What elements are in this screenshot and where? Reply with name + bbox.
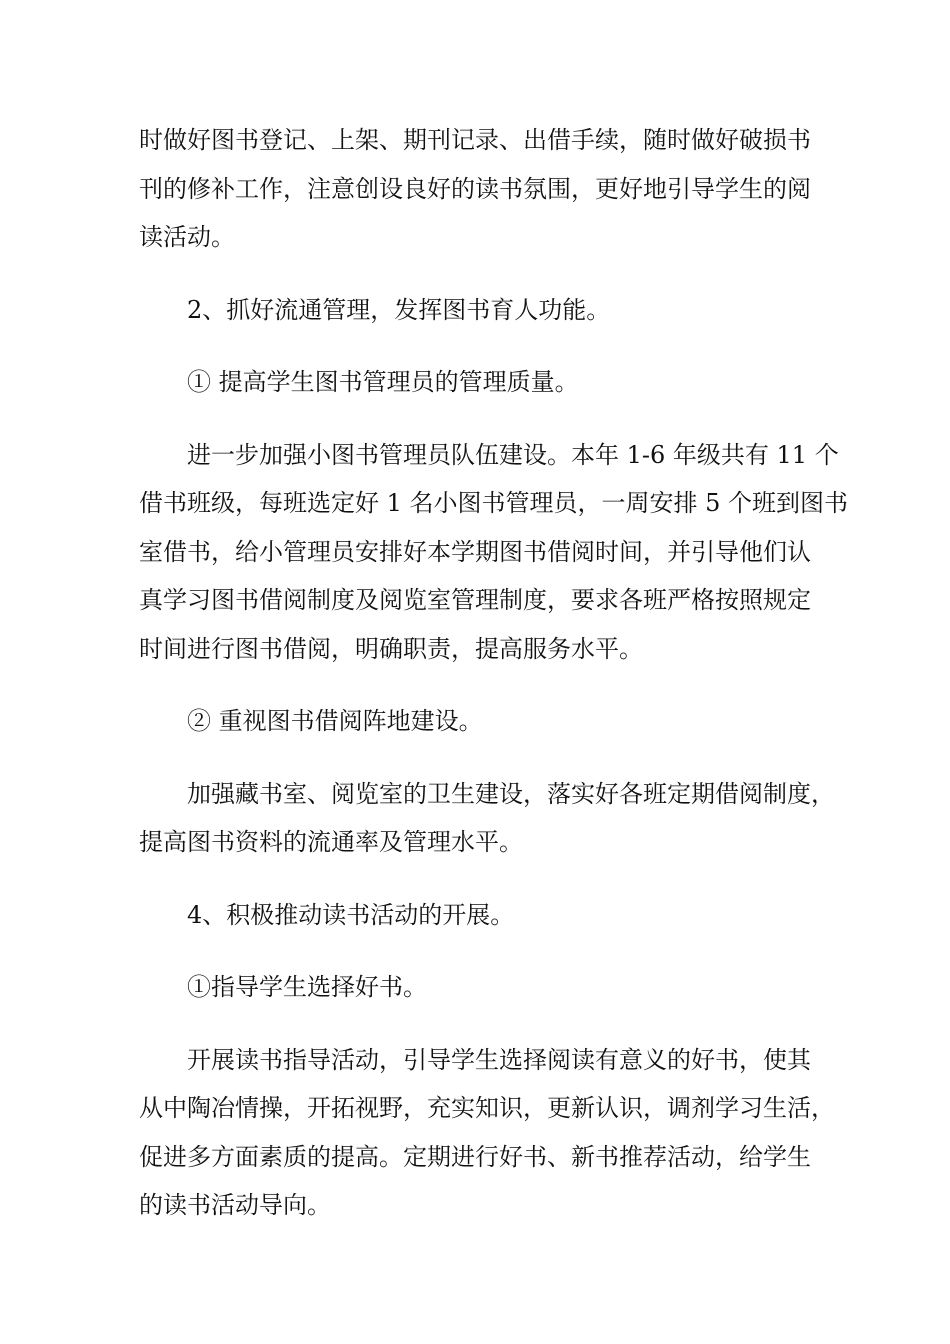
- text-line: 开展读书指导活动，引导学生选择阅读有意义的好书，使其: [187, 1045, 811, 1074]
- text-line: 促进多方面素质的提高。定期进行好书、新书推荐活动，给学生: [139, 1142, 811, 1171]
- paragraph-hygiene: [139, 770, 835, 867]
- text-line: 从中陶冶情操，开拓视野，充实知识，更新认识，调剂学习生活，: [139, 1094, 835, 1122]
- subheading-reading-base: ② 重视图书借阅阵地建设。: [187, 707, 483, 735]
- text-line: 真学习图书借阅制度及阅览室管理制度，要求各班严格按照规定: [139, 586, 811, 614]
- section-heading-circulation: 2、抓好流通管理，发挥图书育人功能。: [187, 295, 611, 324]
- section-heading-reading-activities: 4、积极推动读书活动的开展。: [187, 900, 515, 929]
- text-line: 时间进行图书借阅，明确职责，提高服务水平。: [139, 634, 643, 663]
- text-line: 刊的修补工作，注意创设良好的读书氛围，更好地引导学生的阅: [139, 174, 811, 203]
- text-line: 借书班级，每班选定好 1 名小图书管理员，一周安排 5 个班到图书: [139, 489, 849, 517]
- subheading-choose-books: ①指导学生选择好书。: [187, 973, 427, 1001]
- text-line: 时做好图书登记、上架、期刊记录、出借手续，随时做好破损书: [139, 126, 811, 154]
- text-line: 的读书活动导向。: [139, 1191, 331, 1219]
- text-line: 加强藏书室、阅览室的卫生建设，落实好各班定期借阅制度，: [187, 779, 835, 808]
- text-line: 进一步加强小图书管理员队伍建设。本年 1-6 年级共有 11 个: [187, 440, 839, 469]
- paragraph-reading-guidance: [139, 1036, 835, 1230]
- text-line: 室借书，给小管理员安排好本学期图书借阅时间，并引导他们认: [139, 537, 811, 566]
- subheading-librarian-quality: ① 提高学生图书管理员的管理质量。: [187, 368, 579, 396]
- paragraph-continued: [139, 116, 814, 262]
- document-body: [139, 116, 849, 1254]
- paragraph-librarian-team: [139, 431, 849, 674]
- text-line: 读活动。: [139, 223, 235, 251]
- text-line: 提高图书资料的流通率及管理水平。: [139, 828, 523, 856]
